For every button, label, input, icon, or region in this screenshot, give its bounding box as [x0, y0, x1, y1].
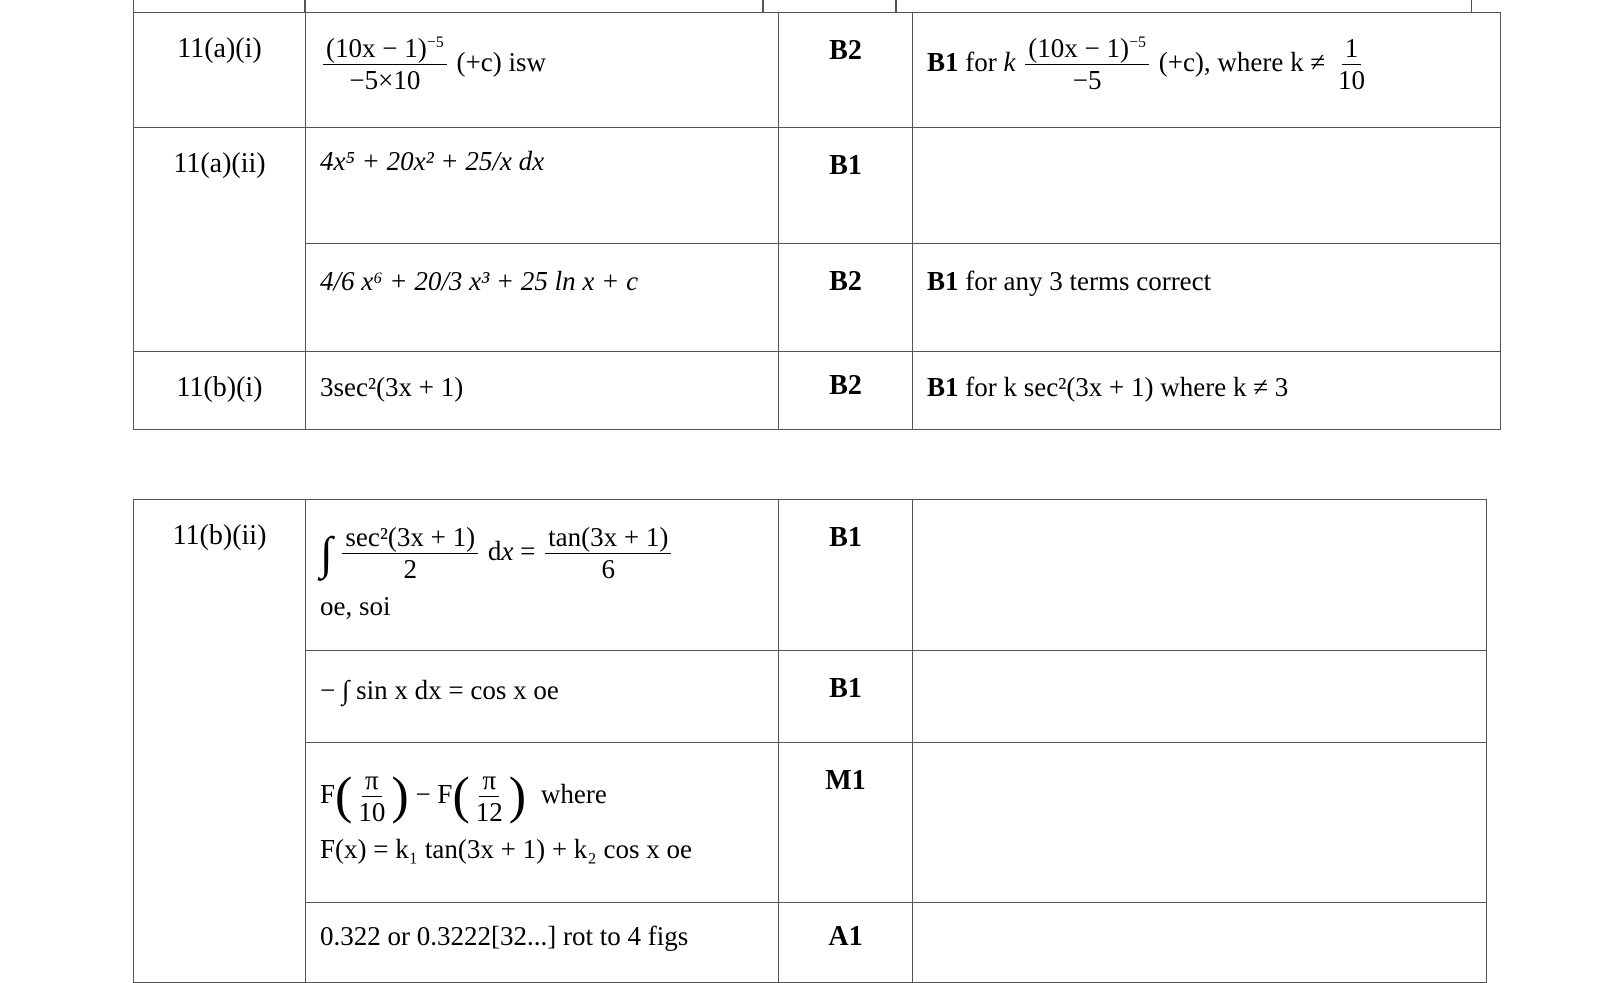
answer-fraction-2: $\frac{\pi}{12}$: [475, 765, 503, 828]
question-id: 11(a)(ii): [173, 148, 266, 179]
answer-expression: − ∫ sin x dx = cos x oe: [320, 675, 559, 705]
answer-cell: [306, 244, 779, 352]
table-row: [134, 128, 1501, 244]
question-id-cell: [134, 352, 306, 430]
guidance-mark: B1: [927, 266, 959, 296]
mark-cell: [779, 128, 913, 244]
answer-cell: [306, 352, 779, 430]
mark-cell: [779, 13, 913, 128]
mark-scheme-table-2: [133, 499, 1487, 983]
mark-scheme-table-1: [133, 12, 1501, 430]
table-row: [134, 500, 1487, 651]
answer-tail: (+c) isw: [456, 46, 546, 77]
guidance-cell: B1 for k $\frac{(10x - 1)^{-5}}{-5}$ (+c), where k ≠ $\frac{1}{10}$: [913, 13, 1501, 128]
guidance-cell: [913, 244, 1501, 352]
answer-cell: [306, 903, 779, 983]
question-id: 11(b)(i): [176, 372, 263, 403]
mark: B1: [829, 673, 862, 704]
guidance-cell: [913, 743, 1487, 903]
guidance-mark: B1: [927, 46, 959, 77]
mark: B2: [829, 35, 862, 66]
table-row: [134, 352, 1501, 430]
table-row: [134, 651, 1487, 743]
answer-cell: [306, 651, 779, 743]
mark: B1: [829, 522, 862, 553]
question-id-cell: [134, 500, 306, 983]
mark-cell: [779, 352, 913, 430]
mark-cell: [779, 903, 913, 983]
question-id: 11(b)(ii): [172, 520, 267, 551]
table-row: [134, 244, 1501, 352]
answer-definition: F(x) = k₁ tan(3x + 1) + k₂ cos x oe: [320, 834, 692, 865]
guidance-cell: [913, 651, 1487, 743]
mark-cell: [779, 651, 913, 743]
previous-table-stub: [133, 0, 1472, 12]
answer-cell: ∫ $\frac{\text{sec²(3x + 1)}}{2}$ dx = $\frac{\tan(3x + 1)}{6}$ oe, soi: [306, 500, 779, 651]
answer-expression: 4x⁵ + 20x² + 25/x dx: [320, 146, 545, 176]
answer-note: oe, soi: [320, 591, 391, 622]
mark: B2: [829, 370, 862, 401]
answer-fraction: $\frac{\text{sec²(3x + 1)}}{2}$: [342, 522, 478, 585]
guidance-cell: [913, 128, 1501, 244]
guidance-fraction-2: $\frac{1}{10}$: [1337, 33, 1365, 96]
answer-expression: 4/6 x⁶ + 20/3 x³ + 25 ln x + c: [320, 266, 639, 296]
guidance-cell: [913, 903, 1487, 983]
guidance-cell: [913, 500, 1487, 651]
integral-sign-icon: ∫: [320, 527, 333, 579]
answer-fraction: $\frac{(10x - 1)^{-5}}{-5\times 10}$: [323, 33, 447, 96]
mark-cell: [779, 743, 913, 903]
answer-cell: [306, 128, 779, 244]
mark: B2: [829, 266, 862, 297]
question-id-cell: [134, 128, 306, 352]
guidance-mark: B1: [927, 372, 959, 402]
answer-fraction: $\frac{\pi}{10}$: [358, 765, 386, 828]
answer-expression: 0.322 or 0.3222[32...] rot to 4 figs: [320, 921, 689, 951]
table-row: [134, 13, 1501, 128]
mark: M1: [825, 765, 866, 796]
mark-cell: [779, 244, 913, 352]
mark-cell: [779, 500, 913, 651]
answer-cell: [306, 13, 779, 128]
answer-fraction-2: $\frac{\tan(3x + 1)}{6}$: [545, 522, 671, 585]
answer-cell: F( $\frac{\pi}{10}$ ) − F( $\frac{\pi}{12}$ ) where F(x) = k₁ tan(3x + 1) + k₂ cos x oe: [306, 743, 779, 903]
question-id-cell: [134, 13, 306, 128]
question-id: 11(a)(i): [177, 33, 262, 64]
guidance-cell: B1 for k sec²(3x + 1) where k ≠ 3: [913, 352, 1501, 430]
mark: B1: [829, 150, 862, 181]
answer-expression: 3sec²(3x + 1): [320, 372, 464, 402]
mark: A1: [828, 921, 863, 952]
guidance-text: for any 3 terms correct: [965, 266, 1212, 296]
table-row: [134, 903, 1487, 983]
guidance-fraction: $\frac{(10x - 1)^{-5}}{-5}$: [1025, 33, 1149, 96]
guidance-text: k sec²(3x + 1) where k ≠ 3: [1003, 372, 1289, 402]
table-row: [134, 743, 1487, 903]
